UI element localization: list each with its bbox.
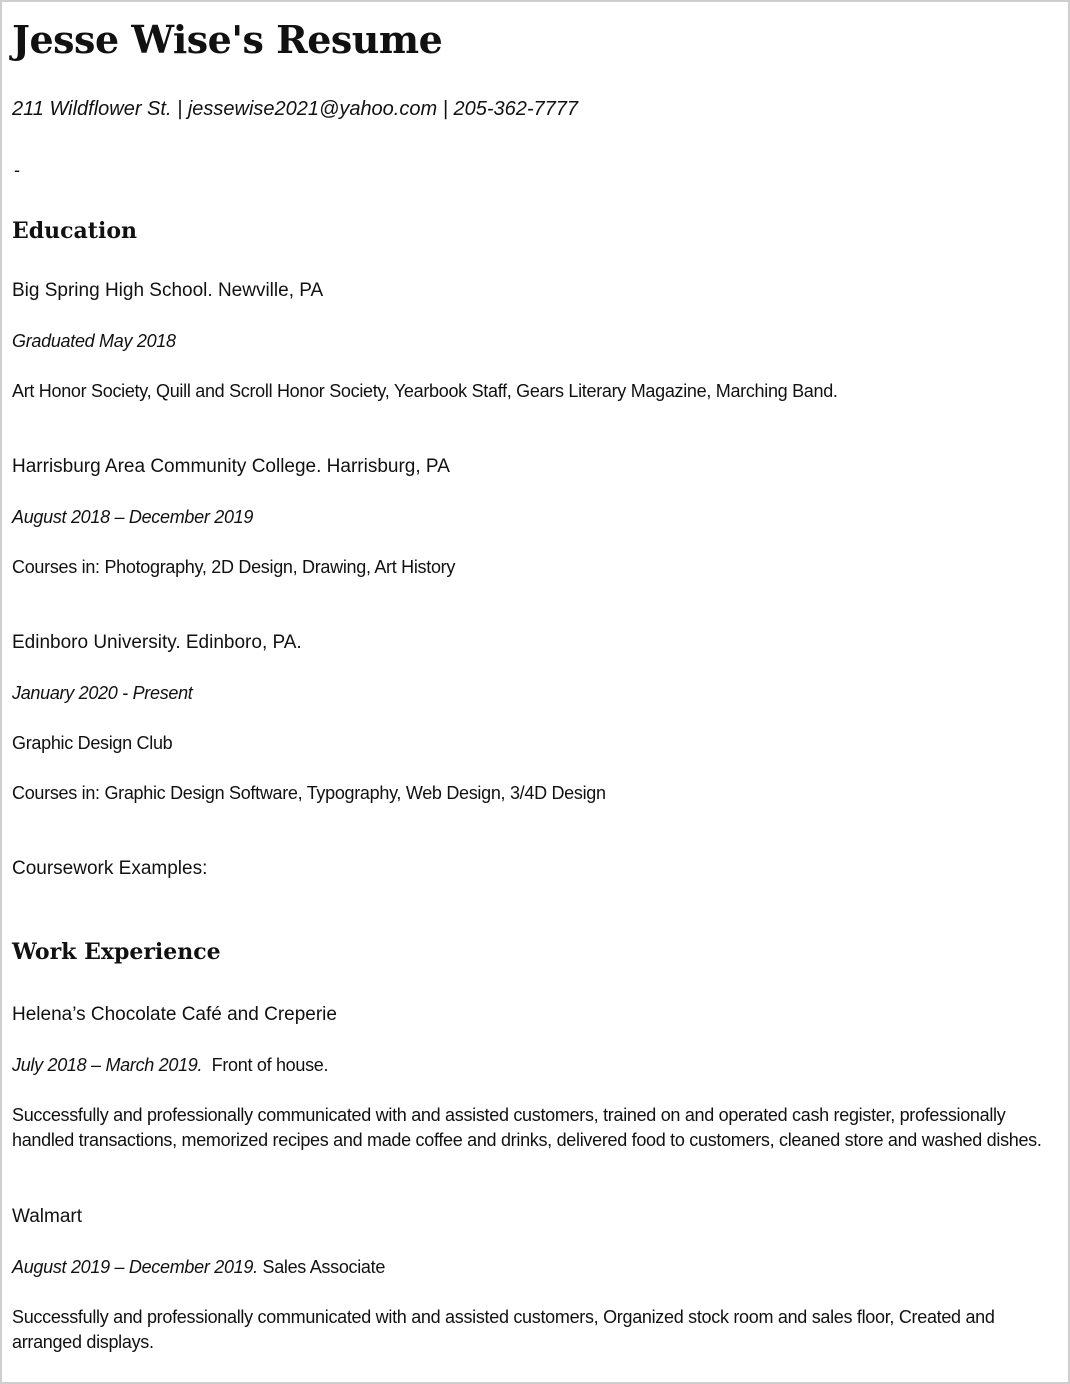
- job-date: July 2018 – March 2019.: [12, 1055, 203, 1075]
- school-club: Graphic Design Club: [12, 733, 173, 753]
- school-date: Graduated May 2018: [12, 331, 176, 351]
- contact-line: 211 Wildflower St. | jessewise2021@yahoo.com | 205-362-7777: [12, 98, 579, 120]
- education-heading: Education: [12, 218, 137, 244]
- school-details: Courses in: Graphic Design Software, Typography, Web Design, 3/4D Design: [12, 783, 606, 803]
- school-details: Art Honor Society, Quill and Scroll Honor Society, Yearbook Staff, Gears Literary Magazine, Marching Band.: [12, 381, 838, 401]
- work-experience-heading: Work Experience: [12, 939, 221, 965]
- school-name: Harrisburg Area Community College. Harrisburg, PA: [12, 456, 450, 477]
- school-date: August 2018 – December 2019: [12, 507, 254, 527]
- job-description: Successfully and professionally communicated with and assisted customers, trained on and operated cash register, professionally handled transactions, memorized recipes and made coffee and drinks, delivered food to customers, cleaned store and washed dishes.: [12, 1105, 1042, 1150]
- job-date-role: [12, 1053, 328, 1077]
- school-name: Big Spring High School. Newville, PA: [12, 280, 324, 301]
- employer-name: Helena’s Chocolate Café and Creperie: [12, 1004, 337, 1025]
- school-date: January 2020 - Present: [12, 683, 193, 703]
- resume-title: Jesse Wise's Resume: [12, 17, 443, 62]
- coursework-examples-label: Coursework Examples:: [12, 858, 208, 879]
- separator-dash: -: [14, 160, 20, 180]
- job-date-role: [12, 1255, 385, 1279]
- employer-name: Walmart: [12, 1206, 83, 1227]
- job-date: August 2019 – December 2019.: [12, 1257, 258, 1277]
- job-role: Front of house.: [211, 1055, 329, 1075]
- job-role: Sales Associate: [262, 1257, 386, 1277]
- job-description: Successfully and professionally communicated with and assisted customers, Organized stock room and sales floor, Created and arranged displays.: [12, 1307, 995, 1352]
- school-details: Courses in: Photography, 2D Design, Drawing, Art History: [12, 557, 456, 577]
- school-name: Edinboro University. Edinboro, PA.: [12, 632, 302, 653]
